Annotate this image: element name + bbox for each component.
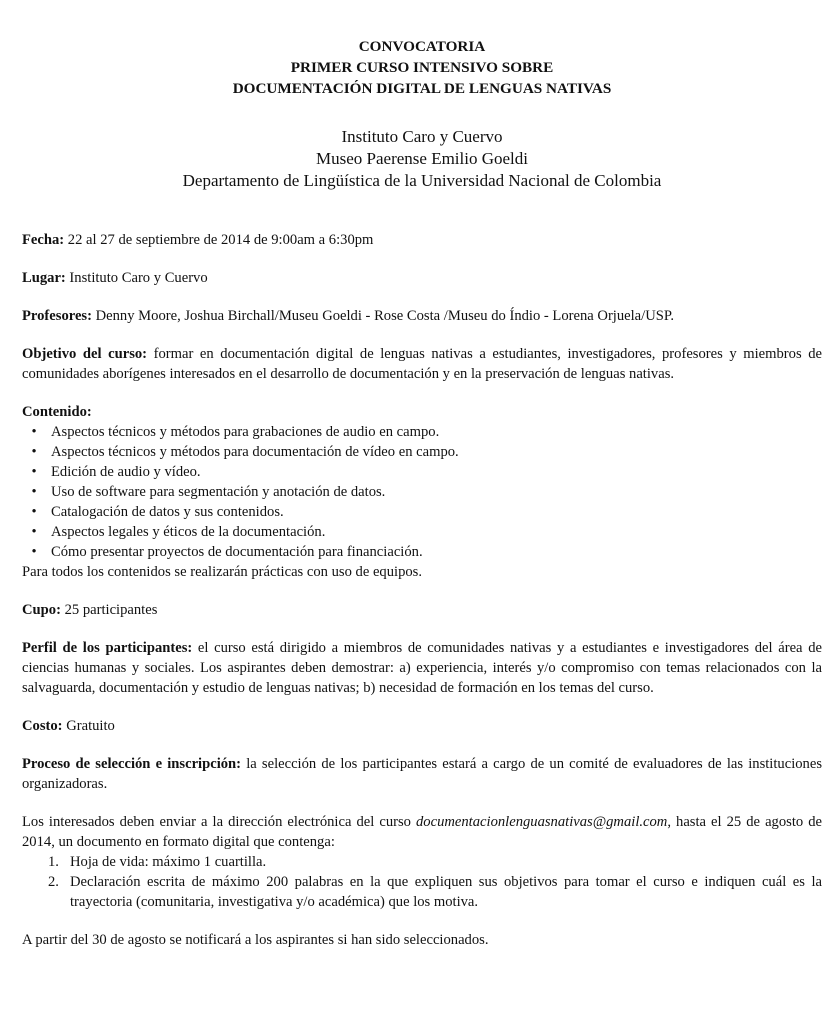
institution-2: Museo Paerense Emilio Goeldi — [316, 149, 528, 168]
perfil-label: Perfil de los participantes: — [22, 640, 193, 656]
lugar-value: Instituto Caro y Cuervo — [65, 270, 208, 286]
profesores-value: Denny Moore, Joshua Birchall/Museu Goeldi - Rose Costa /Museu do Índio - Lorena Orjuela/USP. — [91, 308, 675, 324]
document-title — [22, 36, 822, 99]
list-item — [22, 872, 822, 912]
title-line-2: PRIMER CURSO INTENSIVO SOBRE — [290, 59, 554, 76]
cupo-label: Cupo: — [22, 602, 61, 618]
bullet-icon: • — [31, 484, 37, 500]
list-item — [22, 502, 822, 522]
cupo-value: 25 participantes — [60, 602, 158, 618]
bullet-icon: • — [31, 504, 37, 520]
objetivo-value: formar en documentación digital de lenguas nativas a estudiantes, investigadores, profesores y miembros de comunidades aborígenes interesados en el desarrollo de documentación y en la preservación de lenguas nativas. — [22, 346, 822, 382]
institutions-block — [22, 126, 822, 192]
email-link[interactable]: documentacionlenguasnativas@gmail.com — [416, 814, 668, 830]
costo-value: Gratuito — [62, 718, 115, 734]
objetivo-field — [22, 344, 822, 384]
lugar-label: Lugar: — [22, 270, 66, 286]
list-item-text: Catalogación de datos y sus contenidos. — [51, 504, 284, 520]
institution-1: Instituto Caro y Cuervo — [341, 127, 503, 146]
proceso-label: Proceso de selección e inscripción: — [22, 756, 242, 772]
contenido-section — [22, 402, 822, 582]
institution-3: Departamento de Lingüística de la Universidad Nacional de Colombia — [182, 171, 662, 190]
list-item — [22, 482, 822, 502]
profesores-label: Profesores: — [22, 308, 92, 324]
list-item-text: Cómo presentar proyectos de documentación para financiación. — [51, 544, 423, 560]
perfil-field — [22, 638, 822, 698]
list-item — [22, 462, 822, 482]
perfil-value: el curso está dirigido a miembros de comunidades nativas y a estudiantes e investigadores del área de ciencias humanas y sociales. Los aspirantes deben demostrar: a) experiencia, interés y/o compromiso con temas relacionados con la salvaguarda, documentación y estudio de lenguas nativas; b) necesidad de formación en los temas del curso. — [22, 640, 822, 696]
envio-section — [22, 812, 822, 912]
proceso-field — [22, 754, 822, 794]
list-item — [22, 442, 822, 462]
fecha-field — [22, 230, 822, 250]
title-line-3: DOCUMENTACIÓN DIGITAL DE LENGUAS NATIVAS — [232, 80, 612, 97]
costo-label: Costo: — [22, 718, 63, 734]
list-item — [22, 422, 822, 442]
list-item — [22, 852, 822, 872]
profesores-field — [22, 306, 822, 326]
proceso-value: la selección de los participantes estará a cargo de un comité de evaluadores de las instituciones organizadoras. — [22, 756, 822, 792]
contenido-note: Para todos los contenidos se realizarán prácticas con uso de equipos. — [22, 564, 422, 580]
bullet-icon: • — [31, 424, 37, 440]
bullet-icon: • — [31, 524, 37, 540]
title-line-1: CONVOCATORIA — [358, 38, 486, 55]
objetivo-label: Objetivo del curso: — [22, 346, 148, 362]
contenido-label: Contenido: — [22, 404, 92, 420]
list-item-text: Hoja de vida: máximo 1 cuartilla. — [70, 854, 267, 870]
list-number: 2. — [48, 874, 59, 890]
cupo-field — [22, 600, 822, 620]
list-item-text: Uso de software para segmentación y anotación de datos. — [51, 484, 386, 500]
bullet-icon: • — [31, 444, 37, 460]
list-item-text: Edición de audio y vídeo. — [51, 464, 201, 480]
list-item-text: Aspectos legales y éticos de la documentación. — [51, 524, 326, 540]
list-item — [22, 522, 822, 542]
costo-field — [22, 716, 822, 736]
list-item-text: Aspectos técnicos y métodos para grabaciones de audio en campo. — [51, 424, 440, 440]
envio-paragraph — [22, 812, 822, 852]
cierre-paragraph: A partir del 30 de agosto se notificará a los aspirantes si han sido seleccionados. — [22, 932, 489, 948]
bullet-icon: • — [31, 544, 37, 560]
fecha-label: Fecha: — [22, 232, 65, 248]
contenido-list — [22, 422, 822, 562]
bullet-icon: • — [31, 464, 37, 480]
list-item-text: Declaración escrita de máximo 200 palabras en la que expliquen sus objetivos para tomar el curso e indiquen cuál es la trayectoria (comunitaria, investigativa y/o académica) que los motiva. — [70, 874, 822, 910]
lugar-field — [22, 268, 822, 288]
fecha-value: 22 al 27 de septiembre de 2014 de 9:00am a 6:30pm — [64, 232, 374, 248]
envio-text-after: , hasta el 25 de agosto de 2014, un documento en formato digital que contenga: — [22, 814, 822, 850]
list-item-text: Aspectos técnicos y métodos para documentación de vídeo en campo. — [51, 444, 459, 460]
envio-text-before: Los interesados deben enviar a la dirección electrónica del curso — [22, 814, 416, 830]
list-number: 1. — [48, 854, 59, 870]
list-item — [22, 542, 822, 562]
requisitos-list — [22, 852, 822, 912]
